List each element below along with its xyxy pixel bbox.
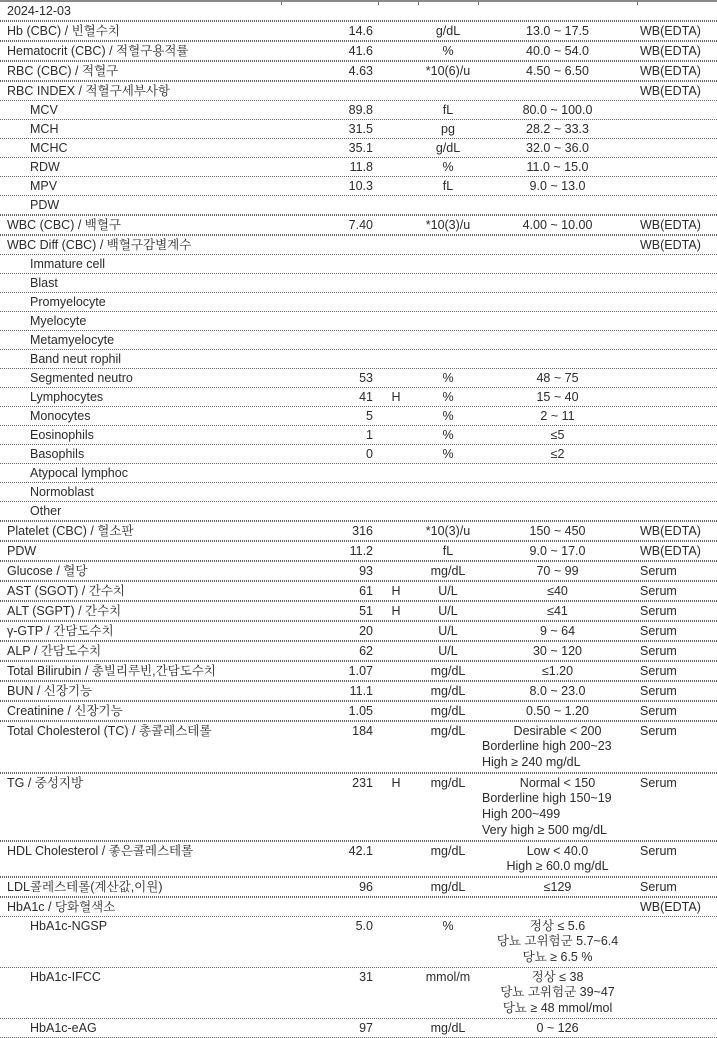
table-row [0,61,717,81]
test-unit: *10(3)/u [425,218,471,232]
test-value: 20 [359,624,373,638]
test-specimen: WB(EDTA) [640,544,701,558]
table-row [0,841,717,877]
test-ref [478,160,637,174]
ref-line: 15 ~ 40 [536,390,579,404]
ref-line: 28.2 ~ 33.3 [526,122,589,136]
test-specimen: Serum [640,724,677,738]
test-unit: *10(6)/u [425,64,471,78]
ref-line: 13.0 ~ 17.5 [526,24,589,38]
test-unit: % [442,371,454,385]
test-unit: mg/dL [430,776,466,790]
test-value: 1 [366,428,373,442]
ref-line: 150 ~ 450 [529,524,586,538]
test-ref [478,844,637,874]
test-name: TG / 중성지방 [7,776,84,790]
test-ref [478,524,637,538]
test-ref [478,103,637,117]
test-value: 5 [366,409,373,423]
test-ref [478,44,637,58]
ref-line: 당뇨 고위험군 39~47 [500,985,615,999]
test-name: Platelet (CBC) / 혈소판 [7,524,134,538]
table-top-border [0,0,717,2]
test-specimen: WB(EDTA) [640,524,701,538]
test-name: Hematocrit (CBC) / 적혈구용적률 [7,44,189,58]
test-name: HbA1c / 당화혈색소 [7,900,116,914]
ref-line: 0.50 ~ 1.20 [526,704,589,718]
test-unit: U/L [438,604,458,618]
ref-line: High ≥ 60.0 mg/dL [506,859,609,873]
test-name: HbA1c-IFCC [30,970,101,984]
test-ref [478,970,637,1016]
test-ref [478,447,637,461]
test-ref [478,428,637,442]
test-unit: U/L [438,624,458,638]
test-ref [478,371,637,385]
test-ref [478,24,637,38]
test-value: 96 [359,880,373,894]
test-name: RBC (CBC) / 적혈구 [7,64,119,78]
ref-line: 70 ~ 99 [536,564,579,578]
column-tick [418,2,419,5]
test-ref [478,409,637,423]
ref-line: ≤129 [543,880,572,894]
test-name: Total Cholesterol (TC) / 총콜레스테롤 [7,724,212,738]
ref-line: 2 ~ 11 [540,409,575,423]
test-unit: fL [442,544,454,558]
test-name: Myelocyte [30,314,87,328]
test-flag: H [391,604,401,618]
test-value: 0 [366,447,373,461]
test-ref [478,919,637,965]
test-value: 93 [359,564,373,578]
table-row [0,561,717,581]
test-unit: mg/dL [430,844,466,858]
table-row [0,968,717,1019]
table-row [0,641,717,661]
table-row [0,681,717,701]
ref-line: 9 ~ 64 [539,624,576,638]
ref-line: Low < 40.0 [526,844,589,858]
test-specimen: Serum [640,880,677,894]
test-unit: g/dL [435,24,461,38]
test-specimen: WB(EDTA) [640,44,701,58]
ref-line: Borderline high 150~19 [482,791,612,805]
test-name: AST (SGOT) / 간수치 [7,584,125,598]
ref-line: 32.0 ~ 36.0 [526,141,589,155]
test-value: 62 [359,644,373,658]
table-row [0,407,717,426]
test-name: Blast [30,276,58,290]
test-ref [478,684,637,698]
test-specimen: Serum [640,776,677,790]
test-ref [478,704,637,718]
test-name: HbA1c-eAG [30,1021,97,1035]
test-value: 7.40 [348,218,373,232]
test-unit: mg/dL [430,880,466,894]
test-ref [478,664,637,678]
ref-line: 9.0 ~ 13.0 [529,179,586,193]
table-row [0,773,717,841]
test-unit: mg/dL [430,1021,466,1035]
table-row [0,215,717,235]
test-name: LDL콜레스테롤(계산값,이원) [7,880,163,894]
table-row [0,293,717,312]
table-row [0,621,717,641]
test-value: 31.5 [348,122,373,136]
test-flag: H [391,584,401,598]
test-unit: % [442,447,454,461]
table-row [0,177,717,196]
test-value: 53 [359,371,373,385]
column-tick [281,2,282,5]
ref-line: ≤5 [550,428,565,442]
table-row [0,41,717,61]
test-ref [478,390,637,404]
ref-line: 정상 ≤ 5.6 [529,919,586,933]
test-name: ALT (SGPT) / 간수치 [7,604,122,618]
test-value: 1.07 [348,664,373,678]
ref-line: ≤1.20 [541,664,574,678]
table-row [0,601,717,621]
test-ref [478,122,637,136]
test-flag: H [391,390,401,404]
test-name: Normoblast [30,485,94,499]
ref-line: Very high ≥ 500 mg/dL [482,823,607,837]
test-value: 11.2 [349,544,373,558]
ref-line: High 200~499 [482,807,561,821]
table-row [0,483,717,502]
test-value: 184 [352,724,373,738]
test-value: 4.63 [348,64,373,78]
test-name: HbA1c-NGSP [30,919,108,933]
test-flag: H [391,776,401,790]
test-ref [478,880,637,894]
test-unit: U/L [438,584,458,598]
test-unit: fL [442,179,454,193]
test-ref [478,624,637,638]
test-name: BUN / 신장기능 [7,684,93,698]
test-unit: % [442,160,454,174]
ref-line: 당뇨 ≥ 6.5 % [522,950,593,964]
test-value: 14.6 [348,24,373,38]
rows [0,21,717,1038]
table-row [0,350,717,369]
table-row [0,388,717,407]
test-specimen: Serum [640,584,677,598]
test-name: Segmented neutro [30,371,133,385]
test-name: PDW [7,544,37,558]
table-row [0,541,717,561]
test-specimen: WB(EDTA) [640,238,701,252]
test-value: 11.1 [349,684,373,698]
ref-line: 30 ~ 120 [532,644,582,658]
table-row [0,274,717,293]
ref-line: Borderline high 200~23 [482,739,612,753]
test-value: 51 [359,604,373,618]
test-value: 35.1 [348,141,373,155]
test-unit: mg/dL [430,724,466,738]
test-ref [478,218,637,232]
table-row [0,369,717,388]
test-value: 1.05 [348,704,373,718]
test-value: 61 [359,584,373,598]
table-row [0,581,717,601]
table-row [0,139,717,158]
ref-line: 4.00 ~ 10.00 [522,218,593,232]
column-tick [378,2,379,5]
ref-line: 당뇨 ≥ 48 mmol/mol [502,1001,613,1015]
test-name: WBC Diff (CBC) / 백혈구감별계수 [7,238,192,252]
test-value: 11.8 [349,160,373,174]
table-row [0,158,717,177]
test-unit: % [442,409,454,423]
ref-line: ≤41 [547,604,568,618]
table-row [0,721,717,773]
test-unit: mg/dL [430,704,466,718]
table-row [0,120,717,139]
test-specimen: WB(EDTA) [640,84,701,98]
test-unit: % [442,919,454,933]
ref-line: 80.0 ~ 100.0 [522,103,593,117]
test-name: Creatinine / 신장기능 [7,704,123,718]
column-tick [637,2,638,5]
ref-line: 당뇨 고위험군 5.7~6.4 [496,934,619,948]
test-value: 231 [352,776,373,790]
ref-line: 정상 ≤ 38 [531,970,584,984]
test-unit: g/dL [435,141,461,155]
ref-line: 48 ~ 75 [536,371,579,385]
test-specimen: Serum [640,684,677,698]
table-row [0,1019,717,1038]
test-name: Lymphocytes [30,390,104,404]
test-value: 89.8 [348,103,373,117]
ref-line: High ≥ 240 mg/dL [482,755,581,769]
table-row [0,426,717,445]
ref-line: 9.0 ~ 17.0 [529,544,586,558]
table-row [0,101,717,120]
test-name: HDL Cholesterol / 좋은콜레스테롤 [7,844,194,858]
test-specimen: WB(EDTA) [640,24,701,38]
test-unit: % [442,428,454,442]
table-row [0,877,717,897]
test-specimen: Serum [640,604,677,618]
test-unit: mmol/m [425,970,471,984]
test-unit: U/L [438,644,458,658]
ref-line: 4.50 ~ 6.50 [526,64,589,78]
ref-line: 8.0 ~ 23.0 [529,684,586,698]
table-row [0,464,717,483]
test-name: Total Bilirubin / 총빌리루빈,간담도수치 [7,664,216,678]
test-specimen: Serum [640,664,677,678]
test-unit: *10(3)/u [425,524,471,538]
test-value: 316 [352,524,373,538]
test-value: 31 [359,970,373,984]
test-ref [478,604,637,618]
test-name: Eosinophils [30,428,94,442]
test-value: 41 [359,390,373,404]
table-row [0,196,717,215]
test-unit: pg [441,122,455,136]
test-specimen: Serum [640,704,677,718]
test-specimen: Serum [640,564,677,578]
test-value: 5.0 [355,919,373,933]
test-name: Monocytes [30,409,91,423]
test-specimen: Serum [640,644,677,658]
ref-line: ≤2 [550,447,565,461]
test-ref [478,64,637,78]
table-row [0,81,717,101]
test-name: RBC INDEX / 적혈구세부사항 [7,84,171,98]
table-row [0,255,717,274]
table-row [0,331,717,350]
test-specimen: Serum [640,624,677,638]
test-ref [478,584,637,598]
test-specimen: WB(EDTA) [640,900,701,914]
test-name: MCH [30,122,59,136]
test-name: RDW [30,160,60,174]
test-name: MPV [30,179,58,193]
test-value: 41.6 [348,44,373,58]
test-ref [478,1021,637,1035]
ref-line: ≤40 [547,584,568,598]
ref-line: Normal < 150 [519,776,596,790]
test-name: Glucose / 혈당 [7,564,88,578]
test-name: WBC (CBC) / 백혈구 [7,218,121,232]
table-row [0,235,717,255]
test-name: γ-GTP / 간담도수치 [7,624,114,638]
test-ref [478,644,637,658]
table-row [0,502,717,521]
test-ref [478,544,637,558]
test-name: PDW [30,198,60,212]
table-row [0,897,717,917]
test-unit: % [442,44,454,58]
test-name: MCHC [30,141,68,155]
test-unit: % [442,390,454,404]
column-tick [478,2,479,5]
table-row [0,445,717,464]
test-name: Atypocal lymphoc [30,466,128,480]
ref-line: 0 ~ 126 [536,1021,579,1035]
test-ref [478,776,637,838]
test-specimen: Serum [640,844,677,858]
test-value: 42.1 [348,844,373,858]
test-unit: mg/dL [430,684,466,698]
test-value: 10.3 [348,179,373,193]
test-ref [478,724,637,770]
test-name: Metamyelocyte [30,333,115,347]
test-ref [478,141,637,155]
table-row [0,661,717,681]
test-value: 97 [359,1021,373,1035]
table-row [0,521,717,541]
test-unit: mg/dL [430,664,466,678]
test-name: MCV [30,103,58,117]
test-name: Band neut rophil [30,352,122,366]
test-name: Hb (CBC) / 빈혈수치 [7,24,120,38]
table-row [0,917,717,968]
table-row [0,701,717,721]
ref-line: 11.0 ~ 15.0 [526,160,589,174]
ref-line: Desirable < 200 [513,724,602,738]
table-row [0,21,717,41]
test-unit: mg/dL [430,564,466,578]
test-ref [478,179,637,193]
test-name: Immature cell [30,257,106,271]
report-date: 2024-12-03 [0,2,717,21]
test-name: Other [30,504,62,518]
test-unit: fL [442,103,454,117]
test-name: Basophils [30,447,85,461]
test-name: ALP / 간담도수치 [7,644,102,658]
table-row [0,312,717,331]
ref-line: 40.0 ~ 54.0 [526,44,589,58]
test-specimen: WB(EDTA) [640,218,701,232]
test-specimen: WB(EDTA) [640,64,701,78]
test-ref [478,564,637,578]
test-name: Promyelocyte [30,295,106,309]
